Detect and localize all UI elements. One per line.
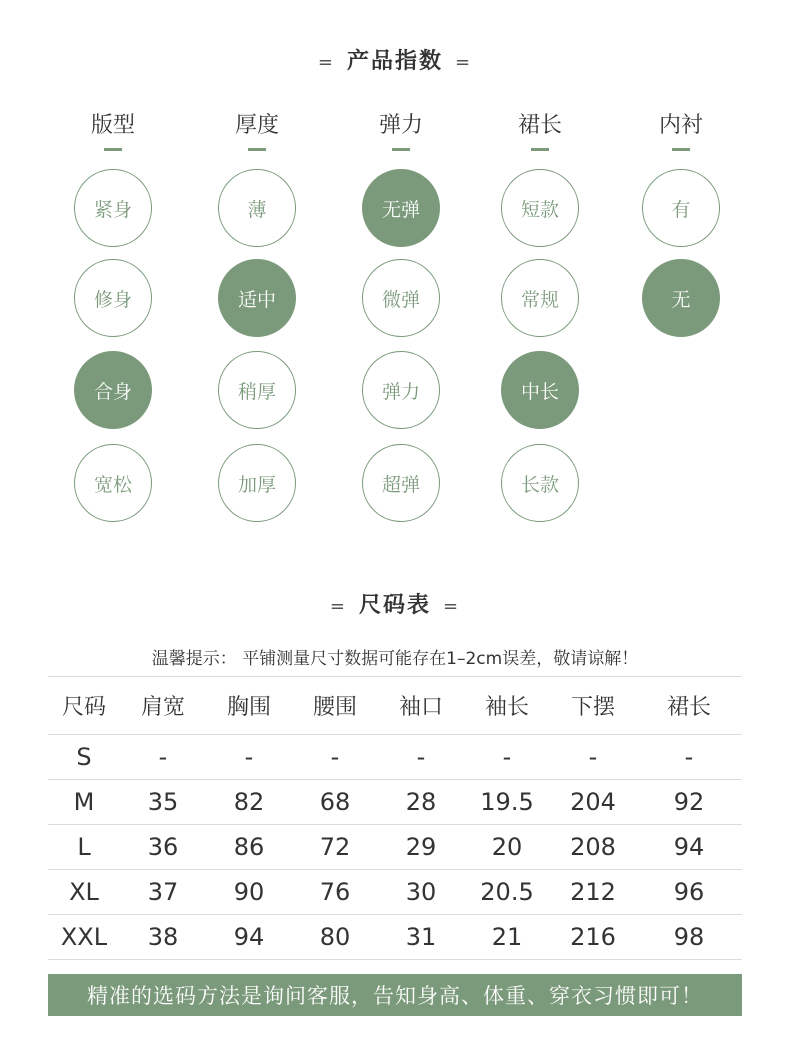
attribute-underline — [392, 148, 410, 151]
measurement-cell: 37 — [120, 870, 206, 915]
measurement-cell: - — [120, 735, 206, 780]
column-header: 袖口 — [378, 677, 464, 735]
measurement-cell: 212 — [550, 870, 636, 915]
title-decor-left: = — [317, 52, 335, 73]
measurement-cell: 204 — [550, 780, 636, 825]
measurement-cell: 20.5 — [464, 870, 550, 915]
measurement-cell: 20 — [464, 825, 550, 870]
attribute-option: 修身 — [74, 259, 152, 337]
attribute-option: 宽松 — [74, 444, 152, 522]
title-decor-right: = — [443, 596, 461, 617]
attribute-underline — [248, 148, 266, 151]
attribute-name: 裙长 — [517, 113, 562, 138]
attribute-option: 稍厚 — [218, 351, 296, 429]
measurement-cell: - — [464, 735, 550, 780]
attribute-option: 有 — [642, 169, 720, 247]
measurement-cell: 208 — [550, 825, 636, 870]
attribute-column — [490, 112, 590, 151]
measurement-cell: - — [636, 735, 742, 780]
measurement-cell: 94 — [636, 825, 742, 870]
measurement-cell: 68 — [292, 780, 378, 825]
measurement-cell: - — [292, 735, 378, 780]
measurement-cell: 80 — [292, 915, 378, 960]
column-header: 肩宽 — [120, 677, 206, 735]
column-header: 胸围 — [206, 677, 292, 735]
attribute-column — [207, 112, 307, 151]
measurement-cell: 82 — [206, 780, 292, 825]
attribute-column — [631, 112, 731, 151]
measurement-cell: 94 — [206, 915, 292, 960]
size-chart-title — [0, 588, 790, 619]
measurement-cell: 31 — [378, 915, 464, 960]
size-label-cell: S — [48, 735, 120, 780]
size-chart-title-text: 尺码表 — [358, 593, 431, 618]
title-decor-right: = — [455, 52, 473, 73]
attribute-name: 弹力 — [378, 113, 423, 138]
size-table — [48, 676, 742, 960]
column-header: 尺码 — [48, 677, 120, 735]
column-header: 腰围 — [292, 677, 378, 735]
measurement-cell: 96 — [636, 870, 742, 915]
measurement-cell: 216 — [550, 915, 636, 960]
measurement-cell: 21 — [464, 915, 550, 960]
measurement-cell: 30 — [378, 870, 464, 915]
column-header: 裙长 — [636, 677, 742, 735]
measurement-cell: 29 — [378, 825, 464, 870]
size-label-cell: XL — [48, 870, 120, 915]
attribute-option: 短款 — [501, 169, 579, 247]
attribute-option: 加厚 — [218, 444, 296, 522]
table-row — [48, 735, 742, 780]
column-header: 袖长 — [464, 677, 550, 735]
measurement-hint: 温馨提示： 平铺测量尺寸数据可能存在1–2cm误差，敬请谅解！ — [151, 649, 639, 669]
attribute-option: 中长 — [501, 351, 579, 429]
attribute-underline — [531, 148, 549, 151]
table-row — [48, 825, 742, 870]
size-label-cell: M — [48, 780, 120, 825]
measurement-cell: 76 — [292, 870, 378, 915]
size-label-cell: XXL — [48, 915, 120, 960]
product-index-title — [0, 44, 790, 75]
measurement-cell: 28 — [378, 780, 464, 825]
column-header: 下摆 — [550, 677, 636, 735]
attribute-column — [63, 112, 163, 151]
product-index-title-text: 产品指数 — [346, 49, 443, 74]
attribute-name: 版型 — [90, 113, 135, 138]
measurement-cell: - — [550, 735, 636, 780]
attribute-option: 无弹 — [362, 169, 440, 247]
attribute-column — [351, 112, 451, 151]
attribute-underline — [672, 148, 690, 151]
attribute-option: 微弹 — [362, 259, 440, 337]
attribute-option: 薄 — [218, 169, 296, 247]
attribute-option: 弹力 — [362, 351, 440, 429]
measurement-cell: - — [378, 735, 464, 780]
attribute-underline — [104, 148, 122, 151]
table-row — [48, 870, 742, 915]
table-row — [48, 780, 742, 825]
measurement-cell: 36 — [120, 825, 206, 870]
attribute-option: 长款 — [501, 444, 579, 522]
measurement-cell: 35 — [120, 780, 206, 825]
measurement-cell: 90 — [206, 870, 292, 915]
sizing-advice-banner: 精准的选码方法是询问客服，告知身高、体重、穿衣习惯即可！ — [48, 974, 742, 1016]
attribute-option: 超弹 — [362, 444, 440, 522]
attribute-name: 厚度 — [234, 113, 279, 138]
attribute-option: 适中 — [218, 259, 296, 337]
attribute-option: 紧身 — [74, 169, 152, 247]
attribute-option: 合身 — [74, 351, 152, 429]
measurement-cell: 19.5 — [464, 780, 550, 825]
attribute-option: 无 — [642, 259, 720, 337]
attribute-name: 内衬 — [658, 113, 703, 138]
size-table-header — [48, 677, 742, 735]
size-label-cell: L — [48, 825, 120, 870]
title-decor-left: = — [329, 596, 347, 617]
measurement-cell: 92 — [636, 780, 742, 825]
measurement-cell: 72 — [292, 825, 378, 870]
measurement-cell: 38 — [120, 915, 206, 960]
measurement-cell: - — [206, 735, 292, 780]
attribute-option: 常规 — [501, 259, 579, 337]
measurement-cell: 98 — [636, 915, 742, 960]
table-row — [48, 915, 742, 960]
measurement-cell: 86 — [206, 825, 292, 870]
